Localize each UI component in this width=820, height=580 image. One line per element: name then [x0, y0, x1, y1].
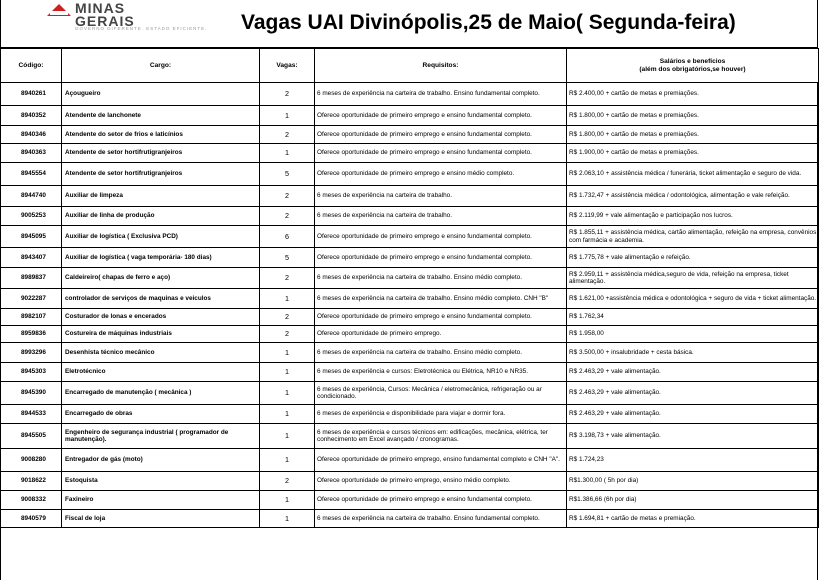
table-row [1, 309, 819, 326]
table-row [1, 289, 819, 309]
cell-codigo: 8945554 [1, 163, 62, 186]
table-body [1, 83, 819, 528]
cell-vagas: 1 [260, 363, 315, 382]
cell-codigo: 8945303 [1, 363, 62, 382]
cell-salario: R$ 2.959,11 + assistência médica,seguro de vida, refeição na empresa, ticket alimentação. [567, 268, 819, 289]
cell-salario: R$ 2.119,99 + vale alimentação e participação nos lucros. [567, 207, 819, 226]
cell-requisitos: 6 meses de experiência na carteira de trabalho. Ensino médio completo. CNH "B" [315, 289, 567, 309]
cell-codigo: 9005253 [1, 207, 62, 226]
cell-codigo: 8940363 [1, 144, 62, 163]
cell-salario: R$ 1.800,00 + cartão de metas e premiações. [567, 106, 819, 126]
cell-cargo: Auxiliar de limpeza [62, 186, 260, 207]
cell-codigo: 8943407 [1, 248, 62, 268]
cell-codigo: 8940352 [1, 106, 62, 126]
cell-salario: R$ 1.724,23 [567, 449, 819, 472]
cell-vagas: 6 [260, 226, 315, 248]
table-row [1, 144, 819, 163]
cell-cargo: Costureira de máquinas industriais [62, 326, 260, 343]
table-row [1, 226, 819, 248]
cell-codigo: 8945505 [1, 424, 62, 449]
cell-codigo: 8959836 [1, 326, 62, 343]
table-row [1, 83, 819, 106]
cell-codigo: 8989837 [1, 268, 62, 289]
table-row [1, 248, 819, 268]
cell-requisitos: 6 meses de experiência na carteira de trabalho. [315, 186, 567, 207]
table-row [1, 405, 819, 424]
cell-cargo: Desenhista técnico mecânico [62, 343, 260, 363]
cell-cargo: Auxiliar de logística ( vaga temporária- 180 dias) [62, 248, 260, 268]
table-row [1, 186, 819, 207]
column-header-vagas: Vagas: [260, 49, 315, 83]
cell-cargo: controlador de serviços de maquinas e veiculos [62, 289, 260, 309]
cell-requisitos: Oferece oportunidade de primeiro emprego e ensino fundamental completo. [315, 226, 567, 248]
cell-vagas: 1 [260, 491, 315, 510]
cell-cargo: Fiscal de loja [62, 510, 260, 528]
cell-vagas: 2 [260, 207, 315, 226]
cell-vagas: 1 [260, 449, 315, 472]
cell-vagas: 1 [260, 510, 315, 528]
vacancies-table [0, 48, 819, 528]
cell-vagas: 2 [260, 83, 315, 106]
cell-salario: R$ 2.463,29 + vale alimentação. [567, 382, 819, 405]
cell-codigo: 8944533 [1, 405, 62, 424]
cell-codigo: 9022287 [1, 289, 62, 309]
cell-requisitos: Oferece oportunidade de primeiro emprego e ensino fundamental completo. [315, 126, 567, 144]
cell-salario: R$ 1.621,00 +assistência médica e odontológica + seguro de vida + ticket alimentação. [567, 289, 819, 309]
table-row [1, 449, 819, 472]
logo-name: MINAS GERAIS [75, 0, 135, 29]
cell-requisitos: 6 meses de experiência na carteira de trabalho. Ensino médio completo. [315, 343, 567, 363]
cell-requisitos: 6 meses de experiência na carteira de trabalho. Ensino fundamental completo. [315, 510, 567, 528]
table-row [1, 363, 819, 382]
cell-requisitos: 6 meses de experiência e cursos técnicos em: edificações, mecânica, elétrica, ter conhecimento em Excel avançado / cronogramas. [315, 424, 567, 449]
cell-cargo: Eletrotécnico [62, 363, 260, 382]
cell-requisitos: Oferece oportunidade de primeiro emprego e ensino fundamental completo. [315, 491, 567, 510]
table-row [1, 382, 819, 405]
page-title: Vagas UAI Divinópolis,25 de Maio( Segunda-feira) [241, 11, 736, 34]
cell-requisitos: 6 meses de experiência, Cursos: Mecânica / eletromecânica, refrigeração ou ar condicionado. [315, 382, 567, 405]
column-header-codigo: Código: [1, 49, 62, 83]
cell-codigo: 8940261 [1, 83, 62, 106]
cell-requisitos: Oferece oportunidade de primeiro emprego e ensino fundamental completo. [315, 144, 567, 163]
cell-vagas: 2 [260, 472, 315, 491]
table-row [1, 491, 819, 510]
cell-salario: R$ 2.463,29 + vale alimentação. [567, 363, 819, 382]
cell-requisitos: Oferece oportunidade de primeiro emprego. [315, 326, 567, 343]
column-header-salarios: Salários e benefícios (além dos obrigatórios,se houver) [567, 49, 819, 83]
cell-cargo: Encarregado de obras [62, 405, 260, 424]
cell-salario: R$ 1.732,47 + assistência médica / odontológica, alimentação e vale refeição. [567, 186, 819, 207]
table-row [1, 106, 819, 126]
table-row [1, 472, 819, 491]
table-row [1, 424, 819, 449]
cell-requisitos: Oferece oportunidade de primeiro emprego, ensino médio completo. [315, 472, 567, 491]
cell-vagas: 1 [260, 424, 315, 449]
cell-cargo: Encarregado de manutenção ( mecânica ) [62, 382, 260, 405]
cell-salario: R$ 2.400,00 + cartão de metas e premiações. [567, 83, 819, 106]
cell-salario: R$1.300,00 ( 5h por dia) [567, 472, 819, 491]
cell-vagas: 1 [260, 144, 315, 163]
minas-gerais-logo [47, 0, 208, 32]
cell-requisitos: Oferece oportunidade de primeiro emprego e ensino médio completo. [315, 163, 567, 186]
cell-codigo: 8940579 [1, 510, 62, 528]
cell-cargo: Entregador de gás (moto) [62, 449, 260, 472]
cell-codigo: 8945095 [1, 226, 62, 248]
cell-cargo: Faxineiro [62, 491, 260, 510]
cell-requisitos: 6 meses de experiência na carteira de trabalho. Ensino médio completo. [315, 268, 567, 289]
cell-salario: R$1.386,66 (6h por dia) [567, 491, 819, 510]
logo-tagline: GOVERNO DIFERENTE. ESTADO EFICIENTE. [75, 26, 208, 31]
cell-salario: R$ 1.958,00 [567, 326, 819, 343]
cell-codigo: 8993296 [1, 343, 62, 363]
cell-codigo: 8940346 [1, 126, 62, 144]
cell-salario: R$ 1.775,78 + vale alimentação e refeição. [567, 248, 819, 268]
cell-cargo: Atendente de setor hortifrutigranjeiros [62, 163, 260, 186]
cell-cargo: Estoquista [62, 472, 260, 491]
cell-requisitos: 6 meses de experiência e cursos: Eletrotécnica ou Elétrica, NR10 e NR35. [315, 363, 567, 382]
column-header-cargo: Cargo: [62, 49, 260, 83]
cell-codigo: 9008280 [1, 449, 62, 472]
cell-salario: R$ 2.063,10 + assistência médica / funerária, ticket alimentação e seguro de vida. [567, 163, 819, 186]
cell-codigo: 8982107 [1, 309, 62, 326]
cell-cargo: Atendente do setor de frios e laticínios [62, 126, 260, 144]
cell-cargo: Costurador de lonas e encerados [62, 309, 260, 326]
cell-requisitos: 6 meses de experiência na carteira de trabalho. [315, 207, 567, 226]
cell-vagas: 1 [260, 405, 315, 424]
cell-vagas: 2 [260, 326, 315, 343]
cell-salario: R$ 2.463,29 + vale alimentação. [567, 405, 819, 424]
cell-cargo: Auxiliar de logística ( Exclusiva PCD) [62, 226, 260, 248]
cell-codigo: 8945390 [1, 382, 62, 405]
cell-salario: R$ 3.198,73 + vale alimentação. [567, 424, 819, 449]
cell-cargo: Açougueiro [62, 83, 260, 106]
table-header-row [1, 49, 819, 83]
cell-salario: R$ 1.800,00 + cartão de metas e premiações. [567, 126, 819, 144]
cell-cargo: Atendente de setor hortifrutigranjeiros [62, 144, 260, 163]
cell-vagas: 2 [260, 126, 315, 144]
table-row [1, 268, 819, 289]
cell-codigo: 9018622 [1, 472, 62, 491]
cell-codigo: 8944740 [1, 186, 62, 207]
cell-requisitos: Oferece oportunidade de primeiro emprego e ensino fundamental completo. [315, 248, 567, 268]
cell-salario: R$ 1.855,11 + assistência médica, cartão alimentação, refeição na empresa, convênios com farmácia e academia. [567, 226, 819, 248]
cell-vagas: 2 [260, 268, 315, 289]
cell-codigo: 9008332 [1, 491, 62, 510]
table-row [1, 207, 819, 226]
cell-vagas: 2 [260, 186, 315, 207]
table-row [1, 163, 819, 186]
cell-salario: R$ 1.762,34 [567, 309, 819, 326]
cell-cargo: Engenheiro de segurança industrial ( programador de manutenção). [62, 424, 260, 449]
cell-vagas: 1 [260, 289, 315, 309]
cell-salario: R$ 1.694,81 + cartão de metas e premiação. [567, 510, 819, 528]
table-row [1, 126, 819, 144]
page-header [1, 0, 817, 48]
cell-salario: R$ 1.900,00 + cartão de metas e premiações. [567, 144, 819, 163]
cell-requisitos: 6 meses de experiência na carteira de trabalho. Ensino fundamental completo. [315, 83, 567, 106]
cell-vagas: 1 [260, 382, 315, 405]
cell-salario: R$ 3.500,00 + insalubridade + cesta básica. [567, 343, 819, 363]
cell-requisitos: Oferece oportunidade de primeiro emprego, ensino fundamental completo e CNH "A". [315, 449, 567, 472]
cell-vagas: 2 [260, 309, 315, 326]
table-row [1, 326, 819, 343]
cell-vagas: 1 [260, 343, 315, 363]
cell-vagas: 1 [260, 106, 315, 126]
cell-cargo: Caldeireiro( chapas de ferro e aço) [62, 268, 260, 289]
cell-cargo: Atendente de lanchonete [62, 106, 260, 126]
cell-requisitos: 6 meses de experiência e disponibilidade para viajar e dormir fora. [315, 405, 567, 424]
cell-requisitos: Oferece oportunidade de primeiro emprego e ensino fundamental completo. [315, 309, 567, 326]
cell-vagas: 5 [260, 248, 315, 268]
table-row [1, 510, 819, 528]
cell-cargo: Auxiliar de linha de produção [62, 207, 260, 226]
cell-vagas: 5 [260, 163, 315, 186]
cell-requisitos: Oferece oportunidade de primeiro emprego e ensino fundamental completo. [315, 106, 567, 126]
column-header-requisitos: Requisitos: [315, 49, 567, 83]
table-row [1, 343, 819, 363]
